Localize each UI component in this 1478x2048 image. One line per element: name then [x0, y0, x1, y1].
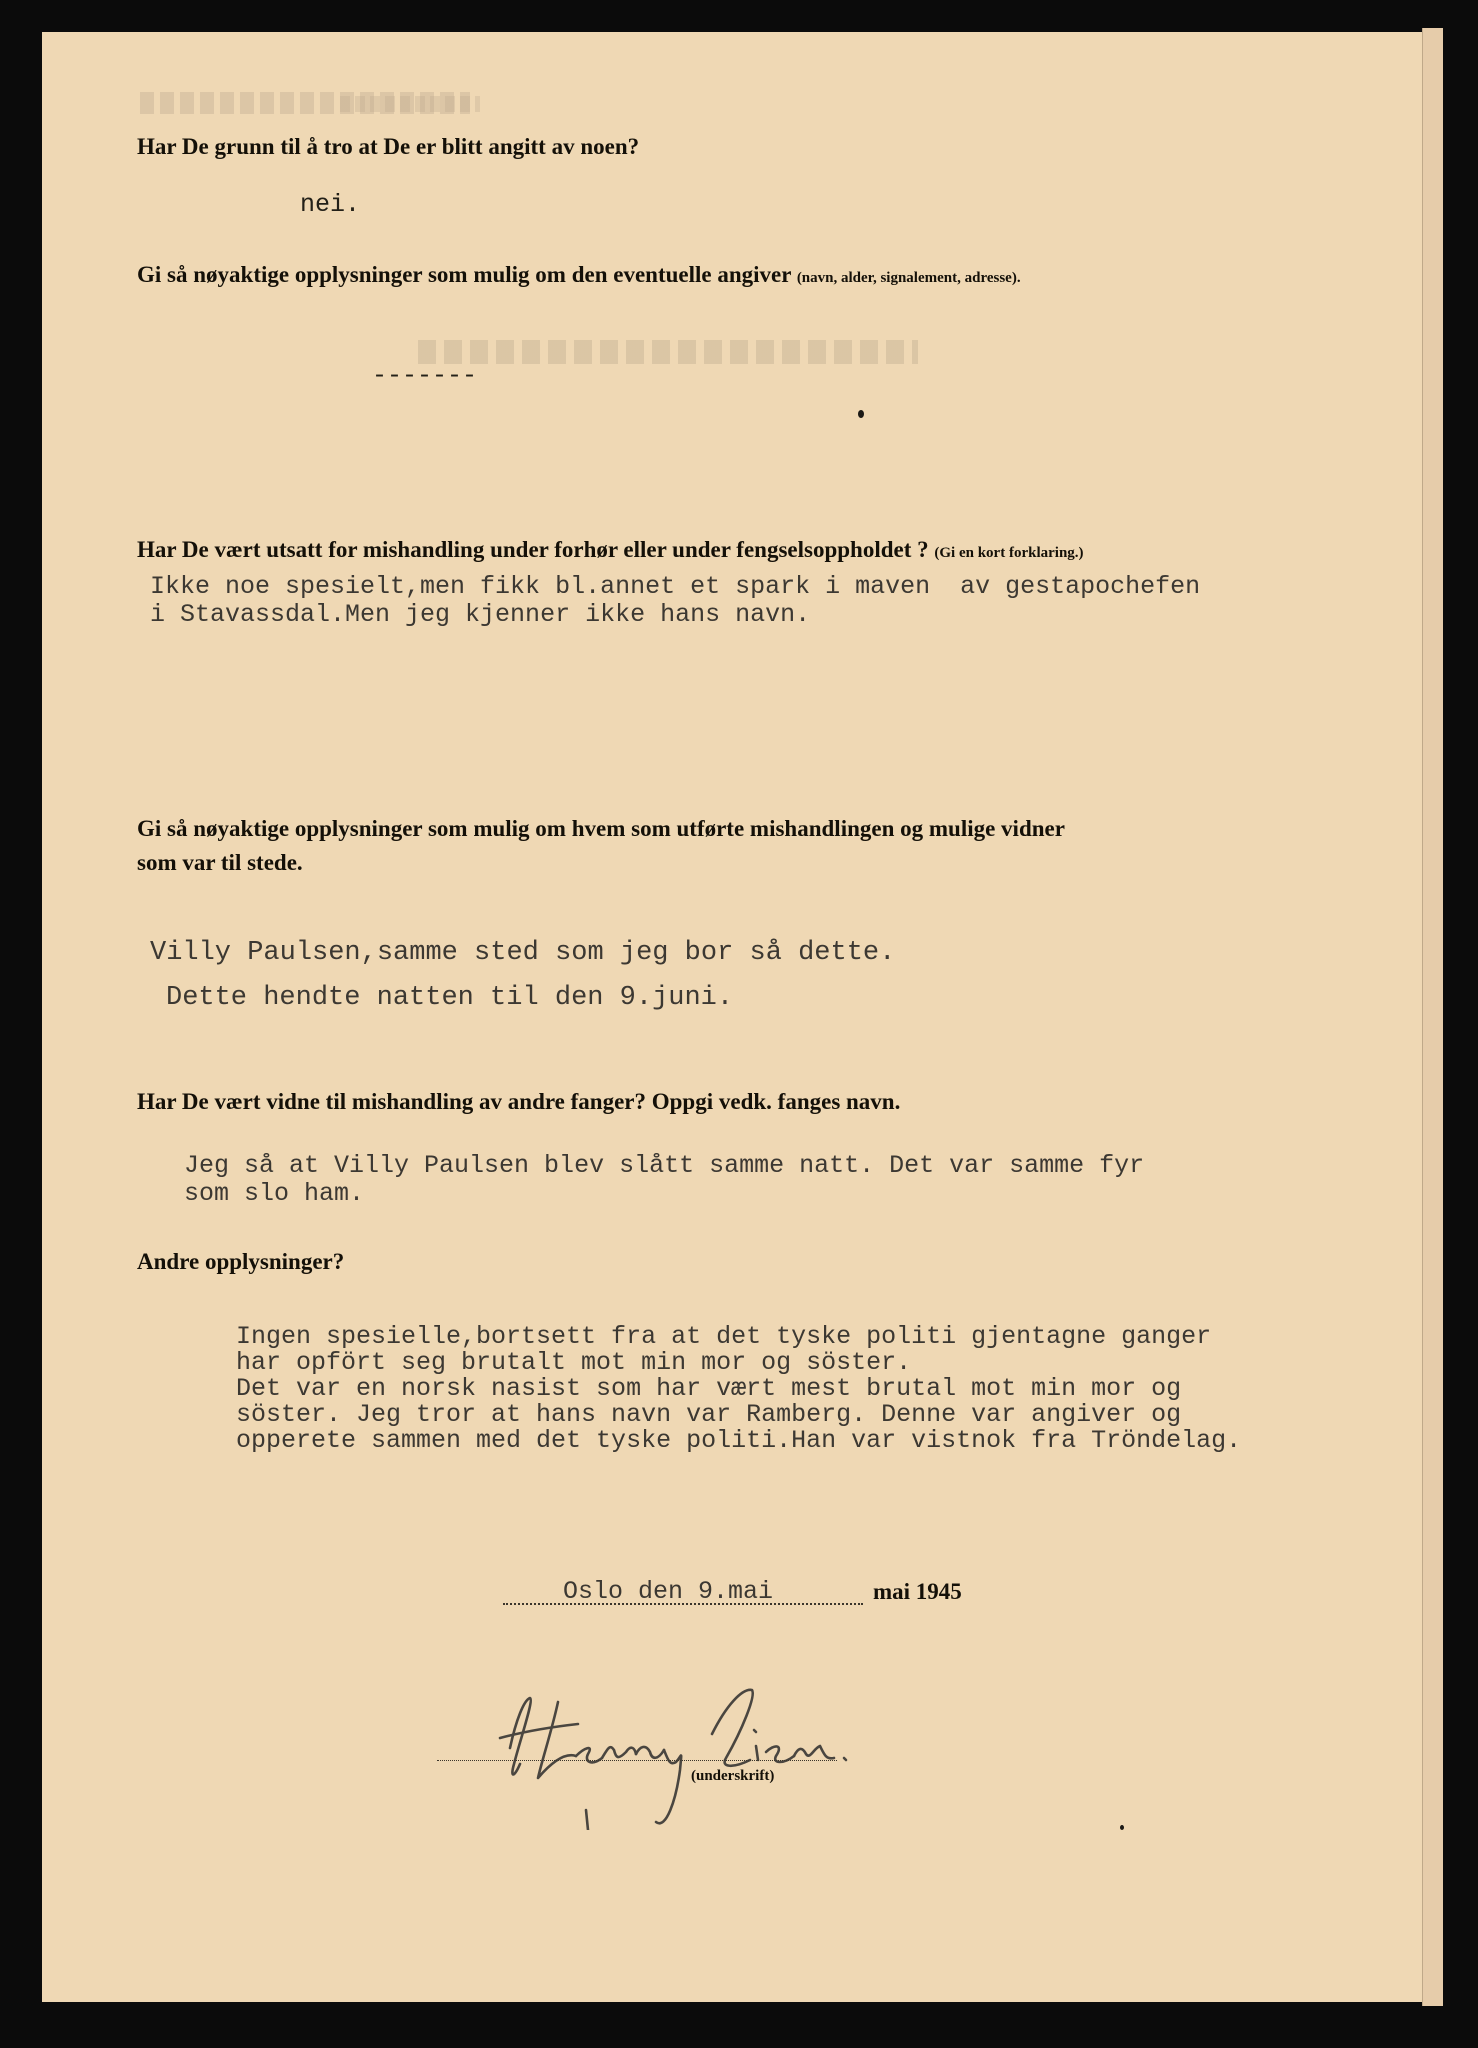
answer-witness-line1: Jeg så at Villy Paulsen blev slått samme natt. Det var samme fyr — [184, 1151, 1145, 1180]
question-mistreatment-note: (Gi en kort forklaring.) — [934, 545, 1084, 561]
question-denounced: Har De grunn til å tro at De er blitt angitt av noen? — [137, 134, 640, 159]
ink-speck — [858, 410, 864, 418]
question-informer-details — [137, 262, 1021, 288]
answer-other-line3: Det var en norsk nasist som har vært mest brutal mot min mor og — [236, 1374, 1182, 1403]
month-year-printed: mai 1945 — [873, 1579, 962, 1604]
answer-perpetrators-line1: Villy Paulsen,samme sted som jeg bor så dette. — [150, 938, 896, 968]
question-informer-text: Gi så nøyaktige opplysninger som mulig om den eventuelle angiver — [137, 262, 792, 287]
answer-informer-details: ------- — [372, 361, 478, 390]
question-informer-note: (navn, alder, signalement, adresse). — [796, 270, 1021, 286]
question-mistreatment-text: Har De vært utsatt for mishandling under forhør eller under fengselsoppholdet ? — [137, 537, 929, 562]
question-perpetrators-line2: som var til stede. — [137, 850, 303, 875]
bleed-through-top-right — [340, 96, 480, 112]
ink-speck-lower — [1120, 1825, 1124, 1830]
answer-perpetrators-line2: Dette hendte natten til den 9.juni. — [166, 983, 734, 1013]
answer-other-line1: Ingen spesielle,bortsett fra at det tyske politi gjentagne ganger — [236, 1322, 1212, 1351]
question-other-info: Andre opplysninger? — [137, 1249, 345, 1274]
paper-back-edge — [1422, 28, 1443, 2006]
answer-other-line5: opperete sammen med det tyske politi.Han var vistnok fra Tröndelag. — [236, 1426, 1242, 1455]
question-mistreatment — [137, 537, 1084, 563]
handwritten-signature — [480, 1660, 900, 1830]
answer-other-line2: har opfört seg brutalt mot min mor og söster. — [236, 1348, 912, 1377]
bleed-through-middle — [418, 340, 918, 364]
answer-other-line4: söster. Jeg tror at hans navn var Ramberg. Denne var angiver og — [236, 1400, 1182, 1429]
place-date-typed: Oslo den 9.mai — [563, 1577, 774, 1606]
question-perpetrators-line1: Gi så nøyaktige opplysninger som mulig om hvem som utførte mishandlingen og mulige vidner — [137, 816, 1065, 841]
signature-label: (underskrift) — [691, 1768, 775, 1784]
answer-witness-line2: som slo ham. — [184, 1179, 365, 1208]
signature-dotted-line — [437, 1760, 837, 1761]
answer-mistreatment-line2: i Stavassdal.Men jeg kjenner ikke hans navn. — [150, 600, 811, 629]
answer-denounced: nei. — [300, 190, 361, 219]
question-witness: Har De vært vidne til mishandling av andre fanger? Oppgi vedk. fanges navn. — [137, 1089, 901, 1114]
answer-mistreatment-line1: Ikke noe spesielt,men fikk bl.annet et spark i maven av gestapochefen — [150, 572, 1201, 601]
